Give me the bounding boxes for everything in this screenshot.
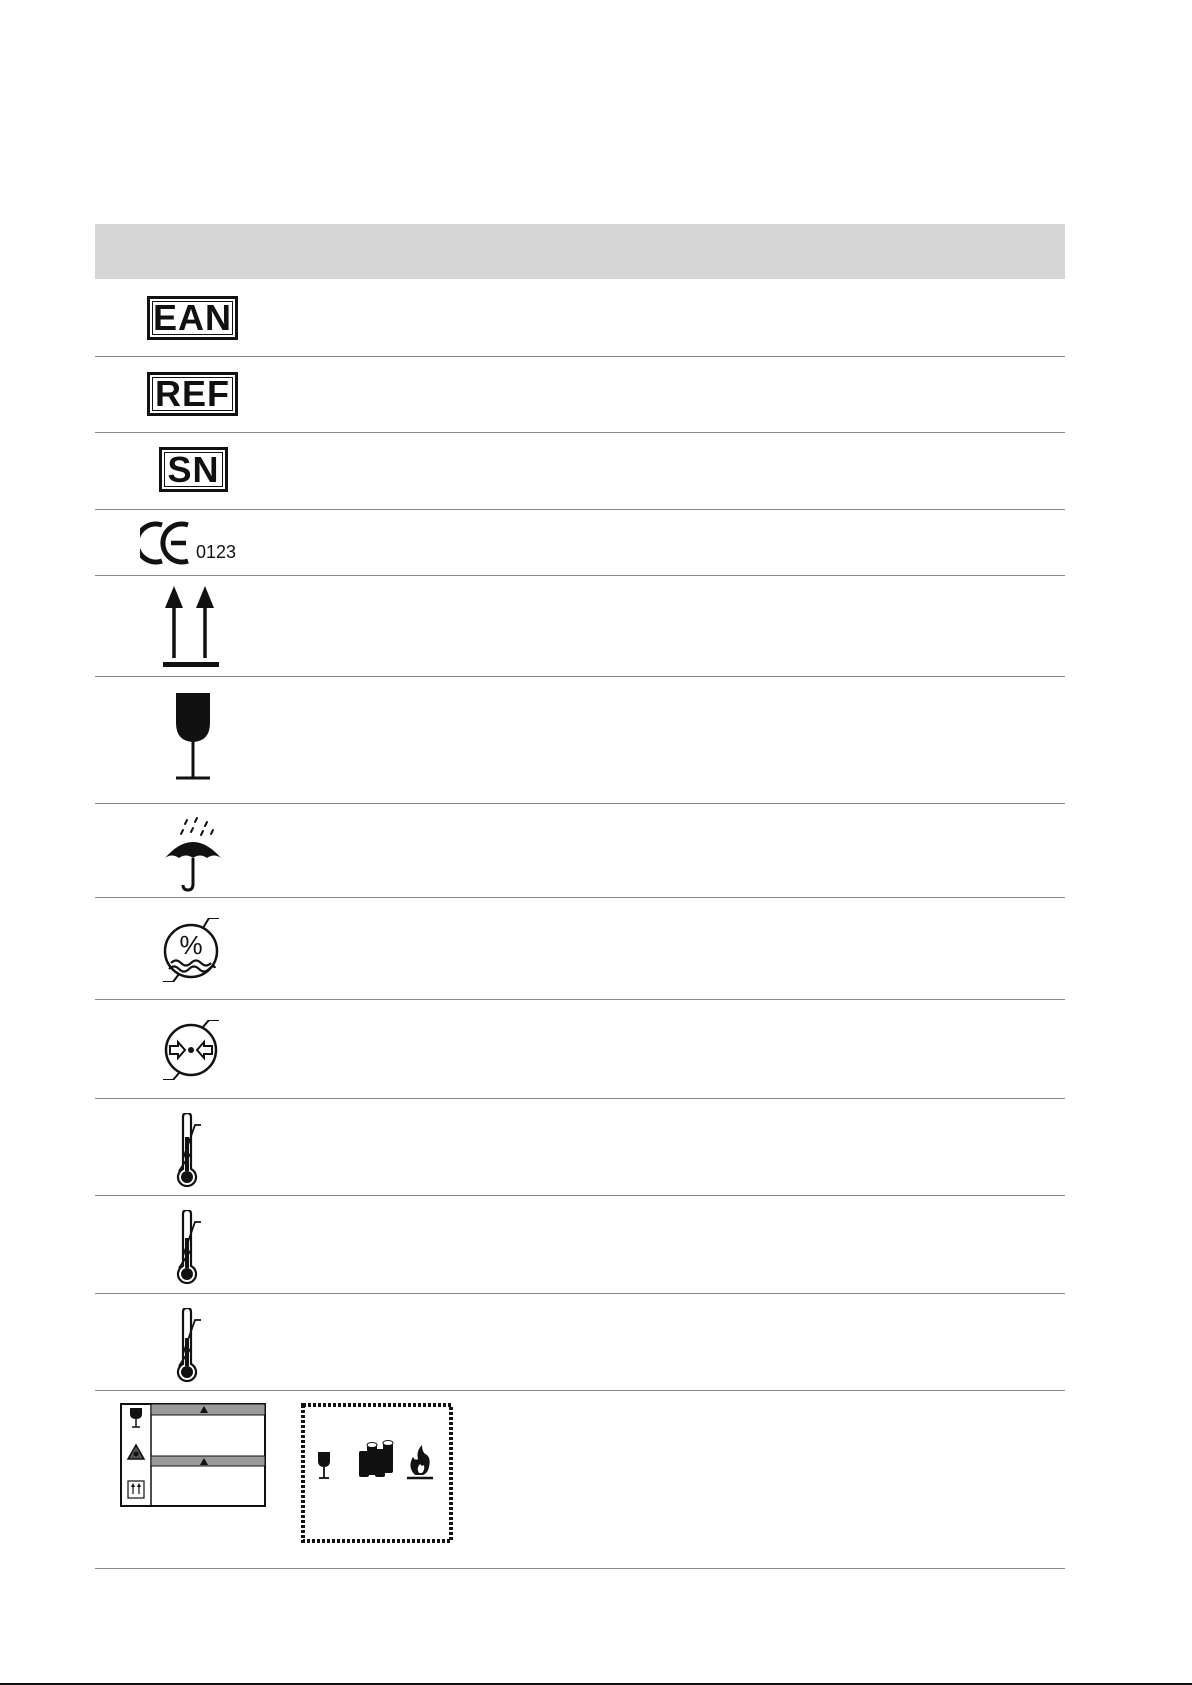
ean-label: EAN — [152, 297, 232, 338]
temperature-limit-icon — [171, 1210, 211, 1286]
symbol-row-temperature-2 — [95, 1196, 1065, 1294]
this-way-up-icon — [163, 586, 221, 672]
symbol-row-keep-dry — [95, 804, 1065, 898]
symbol-row-package-labels — [95, 1391, 1065, 1569]
temperature-limit-icon — [171, 1308, 211, 1384]
sn-label: SN — [167, 448, 220, 490]
symbol-row-sn — [95, 433, 1065, 510]
symbol-row-humidity — [95, 898, 1065, 1000]
symbol-row-fragile — [95, 677, 1065, 804]
symbol-row-ean — [95, 279, 1065, 357]
battery-label-icon — [301, 1403, 453, 1543]
fragile-icon — [173, 693, 213, 783]
ref-label: REF — [155, 373, 230, 414]
pressure-limit-icon — [161, 1020, 223, 1080]
humidity-limit-icon — [161, 918, 223, 982]
svg-text:%: % — [179, 930, 203, 960]
package-label-icon — [120, 1403, 266, 1507]
symbol-row-ce — [95, 510, 1065, 576]
ce-mark-icon — [140, 520, 196, 566]
ce-notified-body-number: 0123 — [196, 542, 237, 562]
temperature-limit-icon — [171, 1113, 211, 1189]
ref-code-icon — [147, 372, 238, 416]
ean-code-icon — [147, 296, 238, 340]
symbol-row-pressure — [95, 1000, 1065, 1099]
symbol-row-temperature-3 — [95, 1294, 1065, 1391]
keep-dry-icon — [163, 816, 223, 892]
symbol-row-ref — [95, 357, 1065, 433]
table-header-band — [95, 224, 1065, 279]
sn-code-icon — [159, 447, 228, 492]
symbol-row-this-way-up — [95, 576, 1065, 677]
symbol-row-temperature-1 — [95, 1099, 1065, 1196]
